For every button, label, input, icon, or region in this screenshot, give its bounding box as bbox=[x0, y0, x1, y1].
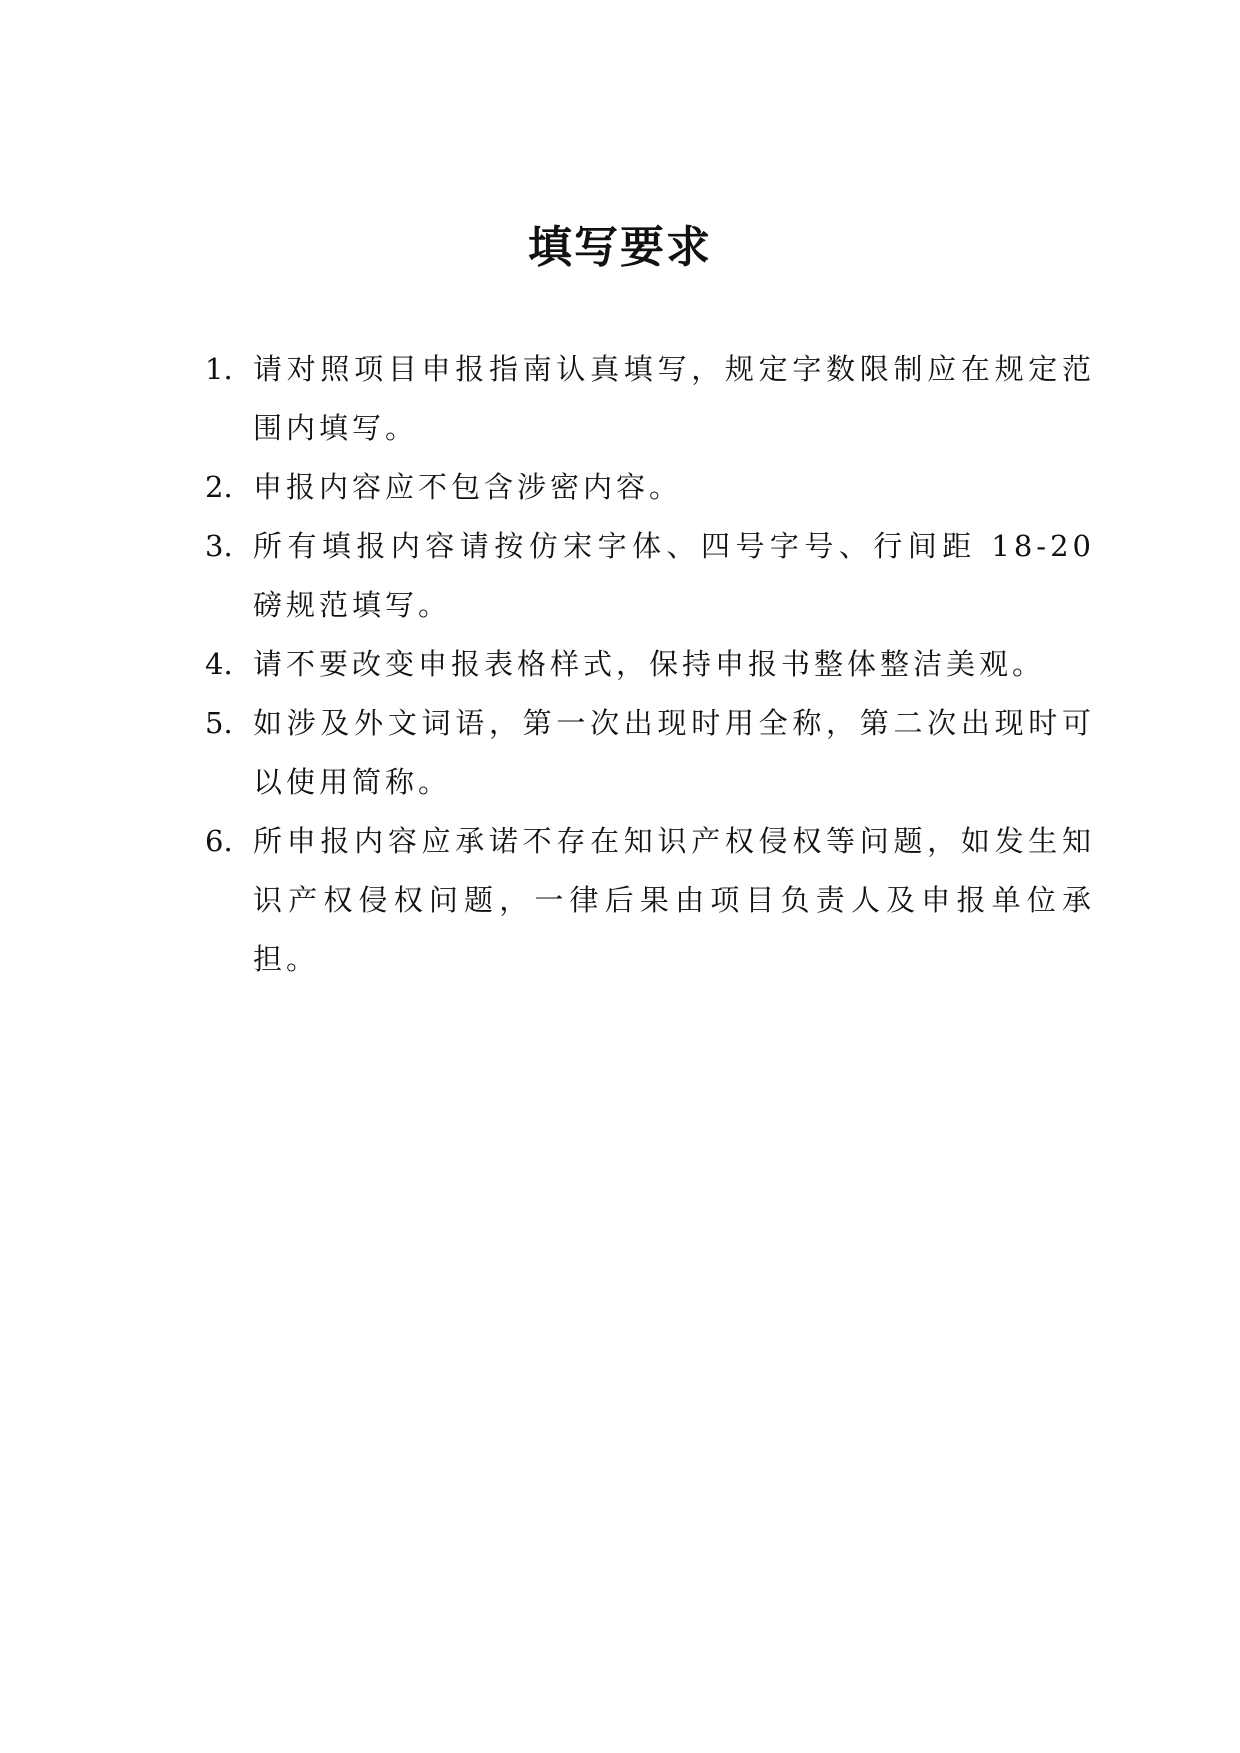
requirements-list bbox=[205, 340, 1095, 989]
item-text: 请不要改变申报表格样式，保持申报书整体整洁美观。 bbox=[253, 647, 1046, 681]
item-text: 如涉及外文词语，第一次出现时用全称，第二次出现时可以使用简称。 bbox=[253, 706, 1095, 799]
requirement-item-2 bbox=[205, 458, 1095, 517]
page-title: 填写要求 bbox=[528, 222, 712, 273]
item-number: 3. bbox=[205, 529, 233, 563]
requirement-item-6 bbox=[205, 812, 1095, 989]
item-text: 所有填报内容请按仿宋字体、四号字号、行间距 18-20 磅规范填写。 bbox=[253, 529, 1095, 622]
requirement-item-3 bbox=[205, 517, 1095, 635]
requirement-item-1 bbox=[205, 340, 1095, 458]
item-number: 1. bbox=[205, 352, 233, 386]
item-text: 申报内容应不包含涉密内容。 bbox=[253, 470, 683, 504]
item-number: 4. bbox=[205, 647, 233, 681]
item-text: 所申报内容应承诺不存在知识产权侵权等问题，如发生知识产权侵权问题，一律后果由项目负责人及申报单位承担。 bbox=[253, 824, 1095, 976]
item-text: 请对照项目申报指南认真填写，规定字数限制应在规定范围内填写。 bbox=[253, 352, 1095, 445]
requirement-item-5 bbox=[205, 694, 1095, 812]
item-number: 5. bbox=[205, 706, 233, 740]
item-number: 6. bbox=[205, 824, 233, 858]
requirement-item-4 bbox=[205, 635, 1095, 694]
item-number: 2. bbox=[205, 470, 233, 504]
